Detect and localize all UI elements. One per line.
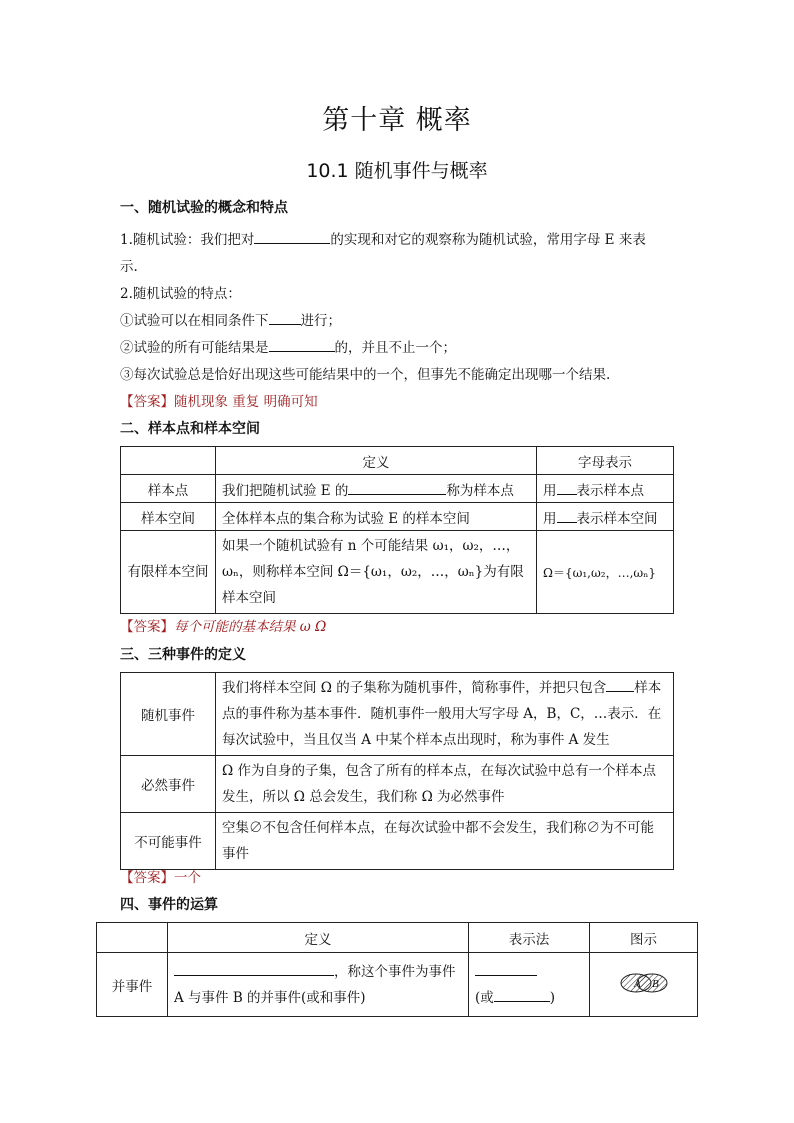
chapter-title: 第十章 概率 [322,105,472,136]
section-heading-1: 一、随机试验的概念和特点 [120,200,288,216]
table-cell: 必然事件 [121,756,216,813]
answer-blank [174,961,334,976]
answer-label: 【答案】 [120,394,174,410]
table-cell: 如果一个随机试验有 n 个可能结果 ω₁，ω₂，…，ωₙ，则称样本空间 Ω＝{ω₁，ω₂，…，ωₙ}为有限样本空间 [216,531,537,614]
text: (或 [475,989,494,1006]
text: 样本点的事件称为基本事件．随机事件一般用大写字母 A，B，C，…表示．在每次试验中，当且仅当 A 中某个样本点出现时，称为事件 A 发生 [222,680,662,748]
table-cell: Ω 作为自身的子集，包含了所有的样本点，在每次试验中总有一个样本点发生，所以 Ω 总会发生，我们称 Ω 为必然事件 [216,756,674,813]
answer-blank [348,480,446,495]
table-cell: 并事件 [97,953,168,1017]
text: 用 [543,482,557,499]
table-cell [537,503,674,531]
table-header: 定义 [168,923,469,953]
section-heading-4: 四、事件的运算 [120,897,218,913]
sample-space-table [120,446,674,614]
section-heading-3: 三、三种事件的定义 [120,647,246,663]
answer-text: 每个可能的基本结果 ω Ω [174,619,327,635]
text: 用 [543,510,557,527]
venn-label-b: B [651,977,659,990]
answer-blank [557,508,577,523]
text: ②试验的所有可能结果是 [120,340,269,356]
text: ①试验可以在相同条件下 [120,313,269,329]
answer-label: 【答案】 [120,619,174,635]
text: 的，并且不止一个； [334,340,456,356]
paragraph-features: 2.随机试验的特点： [120,286,241,302]
table-header: 字母表示 [537,447,674,475]
section-heading-2: 二、样本点和样本空间 [120,421,260,437]
answer-blank [254,229,330,244]
answer-blank [557,480,577,495]
feature-1 [120,309,341,329]
table-cell [168,953,469,1017]
answer-line-2 [120,615,326,635]
venn-union-diagram [614,968,674,998]
text: 表示样本空间 [576,510,658,527]
answer-blank [269,337,335,352]
table-cell: 不可能事件 [121,813,216,870]
answer-blank [269,310,301,325]
text: 我们将样本空间 Ω 的子集称为随机事件，简称事件，并把只包含 [222,680,607,696]
answer-line-3 [120,866,201,886]
table-cell [216,475,537,503]
text: 表示样本点 [576,482,644,499]
table-cell [97,923,168,953]
table-cell: Ω＝{ω₁,ω₂，…,ωₙ} [537,531,674,614]
table-cell: 样本点 [121,475,216,503]
table-cell [216,673,674,756]
text: 称为样本点 [446,482,514,499]
paragraph-definition [120,228,646,248]
table-cell [590,953,698,1017]
table-cell [537,475,674,503]
section-title: 10.1 随机事件与概率 [306,160,488,182]
table-header: 表示法 [469,923,590,953]
event-types-table [120,672,674,870]
table-cell: 随机事件 [121,673,216,756]
venn-label-a: A [633,977,641,990]
answer-blank [606,677,634,692]
text: 进行； [300,313,341,329]
answer-blank [475,961,537,976]
text: 我们把随机试验 E 的 [222,482,349,499]
feature-2 [120,336,456,356]
paragraph-continuation: 示. [120,259,138,275]
answer-text: 随机现象 重复 明确可知 [174,394,318,410]
text: ) [549,989,556,1006]
table-cell: 样本空间 [121,503,216,531]
table-cell [469,953,590,1017]
answer-text: 一个 [174,870,201,886]
answer-label: 【答案】 [120,870,174,886]
table-cell: 空集∅不包含任何样本点，在每次试验中都不会发生，我们称∅为不可能事件 [216,813,674,870]
table-header: 图示 [590,923,698,953]
text: 的实现和对它的观察称为随机试验，常用字母 E 来表 [330,232,646,248]
text: ，称这个事件为事件 A 与事件 B 的并事件(或和事件) [174,963,456,1006]
event-operations-table [96,922,698,1017]
feature-3: ③每次试验总是恰好出现这些可能结果中的一个，但事先不能确定出现哪一个结果. [120,367,611,383]
answer-blank [494,987,550,1002]
table-cell [121,447,216,475]
answer-line-1 [120,390,318,410]
text: 1.随机试验：我们把对 [120,232,255,248]
table-cell: 有限样本空间 [121,531,216,614]
table-cell: 全体样本点的集合称为试验 E 的样本空间 [216,503,537,531]
table-header: 定义 [216,447,537,475]
